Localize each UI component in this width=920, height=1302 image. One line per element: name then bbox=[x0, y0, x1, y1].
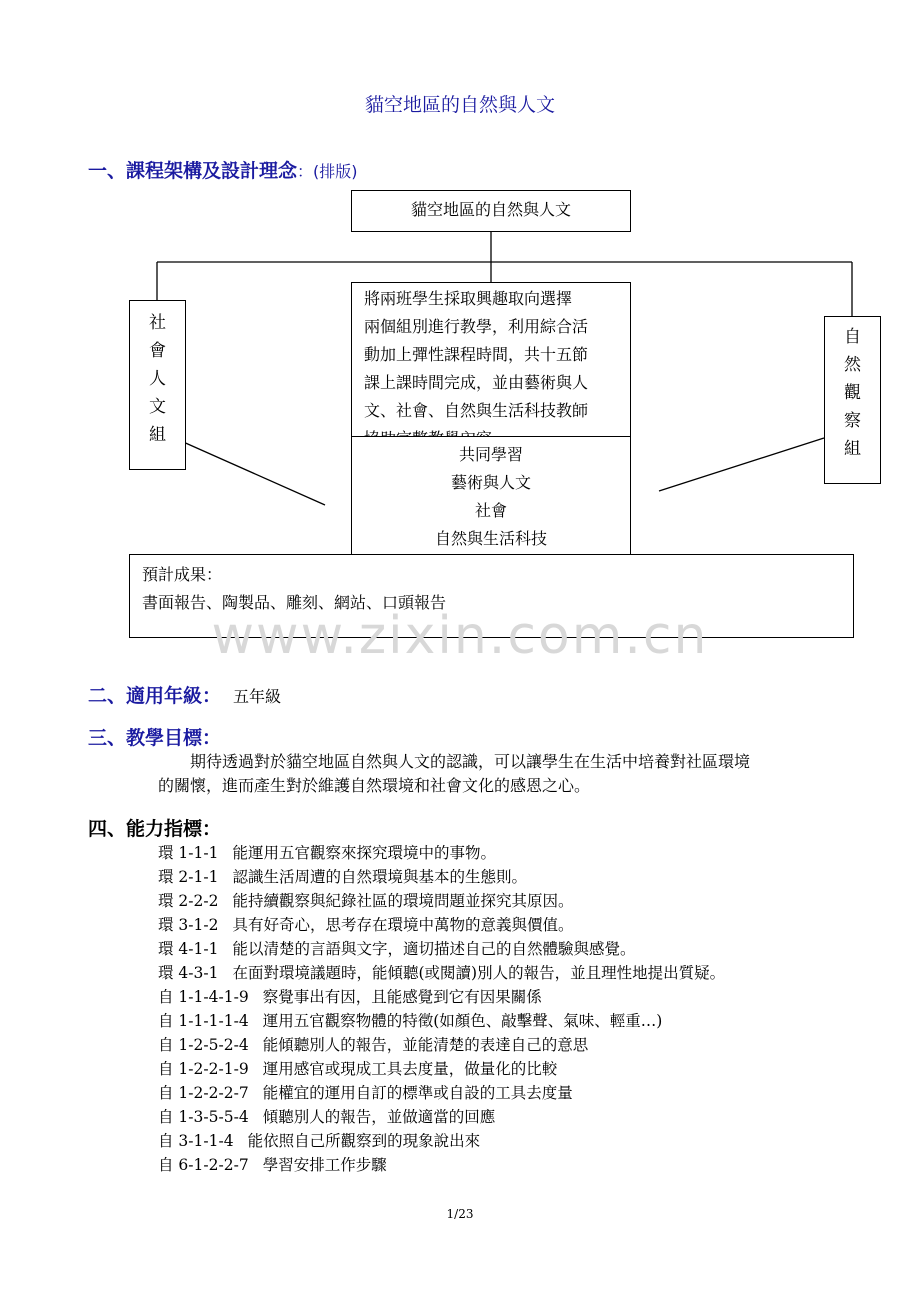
course-description-line: 兩個組別進行教學，利用綜合活 bbox=[364, 317, 589, 336]
course-description-line: 課上課時間完成，並由藝術與人 bbox=[364, 373, 589, 392]
ability-indicator-list bbox=[158, 841, 725, 1177]
teaching-goal-line-1: 期待透過對於貓空地區自然與人文的認識，可以讓學生在生活中培養對社區環境 bbox=[190, 752, 751, 771]
shared-learning-line: 共同學習 bbox=[458, 445, 523, 464]
indicator-code: 自 3-1-1-4 bbox=[158, 1132, 234, 1150]
shared-learning-box bbox=[351, 436, 631, 556]
indicator-item bbox=[158, 961, 725, 985]
indicator-code: 自 1-3-5-5-4 bbox=[158, 1108, 249, 1126]
indicator-item bbox=[158, 985, 725, 1009]
right-group-char: 自 bbox=[844, 327, 861, 347]
indicator-text: 具有好奇心，思考存在環境中萬物的意義與價值。 bbox=[232, 916, 574, 934]
indicator-text: 能持續觀察與紀錄社區的環境問題並探究其原因。 bbox=[232, 892, 574, 910]
indicator-code: 自 1-2-2-2-7 bbox=[158, 1084, 249, 1102]
indicator-text: 能依照自己所觀察到的現象說出來 bbox=[247, 1132, 481, 1150]
diagram-top-box bbox=[351, 190, 631, 232]
indicator-text: 能權宜的運用自訂的標準或自設的工具去度量 bbox=[262, 1084, 573, 1102]
right-group-char: 組 bbox=[844, 439, 861, 459]
indicator-code: 自 1-1-4-1-9 bbox=[158, 988, 249, 1006]
grade-value: 五年級 bbox=[233, 687, 282, 706]
section-1-heading-text: 一、課程架構及設計理念 bbox=[88, 160, 298, 182]
indicator-code: 環 2-2-2 bbox=[158, 892, 219, 910]
right-group-char: 察 bbox=[844, 411, 861, 431]
course-description-line: 動加上彈性課程時間，共十五節 bbox=[364, 345, 589, 364]
indicator-code: 自 1-2-5-2-4 bbox=[158, 1036, 249, 1054]
outcome-label: 預計成果： bbox=[142, 565, 223, 584]
course-description-box bbox=[351, 282, 631, 438]
indicator-text: 能運用五官觀察來探究環境中的事物。 bbox=[232, 844, 497, 862]
right-group-char: 然 bbox=[844, 355, 861, 375]
indicator-item bbox=[158, 1033, 725, 1057]
indicator-text: 學習安排工作步驟 bbox=[262, 1156, 387, 1174]
indicator-code: 環 4-1-1 bbox=[158, 940, 219, 958]
indicator-item bbox=[158, 1129, 725, 1153]
indicator-item bbox=[158, 1105, 725, 1129]
section-2-heading bbox=[88, 681, 281, 708]
shared-learning-line: 社會 bbox=[474, 501, 507, 520]
section-2-heading-text: 二、適用年級： bbox=[88, 685, 222, 707]
watermark: www.zixin.com.cn bbox=[211, 606, 709, 666]
teaching-goal-line-2: 的關懷，進而產生對於維護自然環境和社會文化的感恩之心。 bbox=[158, 776, 591, 795]
section-4-heading: 四、能力指標： bbox=[88, 818, 222, 840]
left-group-char: 組 bbox=[149, 425, 166, 445]
indicator-text: 能傾聽別人的報告，並能清楚的表達自己的意思 bbox=[262, 1036, 589, 1054]
indicator-item bbox=[158, 841, 725, 865]
left-group-char: 會 bbox=[149, 341, 166, 361]
indicator-text: 察覺事出有因，且能感覺到它有因果關係 bbox=[262, 988, 542, 1006]
indicator-text: 能以清楚的言語與文字，適切描述自己的自然體驗與感覺。 bbox=[232, 940, 636, 958]
left-group-char: 人 bbox=[149, 369, 166, 389]
indicator-code: 環 2-1-1 bbox=[158, 868, 219, 886]
social-humanities-group-box bbox=[129, 300, 186, 470]
indicator-text: 運用感官或現成工具去度量，做量化的比較 bbox=[262, 1060, 558, 1078]
indicator-code: 自 1-1-1-1-4 bbox=[158, 1012, 249, 1030]
shared-learning-line: 自然與生活科技 bbox=[434, 529, 547, 548]
indicator-item bbox=[158, 1081, 725, 1105]
course-description-line: 文、社會、自然與生活科技教師 bbox=[364, 401, 589, 420]
shared-learning-line: 藝術與人文 bbox=[450, 473, 531, 492]
indicator-text: 運用五官觀察物體的特徵(如顏色、敲擊聲、氣味、輕重…) bbox=[262, 1012, 663, 1030]
indicator-item bbox=[158, 889, 725, 913]
page-number: 1/23 bbox=[446, 1207, 474, 1221]
indicator-code: 環 4-3-1 bbox=[158, 964, 219, 982]
course-description-line: 將兩班學生採取興趣取向選擇 bbox=[364, 289, 573, 308]
left-group-char: 文 bbox=[149, 397, 166, 417]
indicator-item bbox=[158, 1057, 725, 1081]
indicator-code: 自 6-1-2-2-7 bbox=[158, 1156, 249, 1174]
indicator-item bbox=[158, 913, 725, 937]
indicator-text: 認識生活周遭的自然環境與基本的生態則。 bbox=[232, 868, 528, 886]
section-3-heading: 三、教學目標： bbox=[88, 727, 222, 749]
outcome-items: 書面報告、陶製品、雕刻、網站、口頭報告 bbox=[142, 593, 447, 612]
diagram-top-box-label: 貓空地區的自然與人文 bbox=[410, 200, 571, 219]
indicator-code: 環 3-1-2 bbox=[158, 916, 219, 934]
indicator-item bbox=[158, 937, 725, 961]
indicator-code: 自 1-2-2-1-9 bbox=[158, 1060, 249, 1078]
section-1-note: ：(排版) bbox=[297, 162, 358, 181]
right-group-char: 觀 bbox=[844, 383, 861, 403]
document-title: 貓空地區的自然與人文 bbox=[364, 94, 555, 116]
indicator-item bbox=[158, 865, 725, 889]
indicator-item bbox=[158, 1009, 725, 1033]
indicator-text: 在面對環境議題時，能傾聽(或閱讀)別人的報告，並且理性地提出質疑。 bbox=[232, 964, 726, 982]
nature-observation-group-box bbox=[824, 316, 881, 484]
indicator-item bbox=[158, 1153, 725, 1177]
indicator-text: 傾聽別人的報告，並做適當的回應 bbox=[262, 1108, 496, 1126]
left-group-char: 社 bbox=[149, 313, 166, 333]
indicator-code: 環 1-1-1 bbox=[158, 844, 219, 862]
